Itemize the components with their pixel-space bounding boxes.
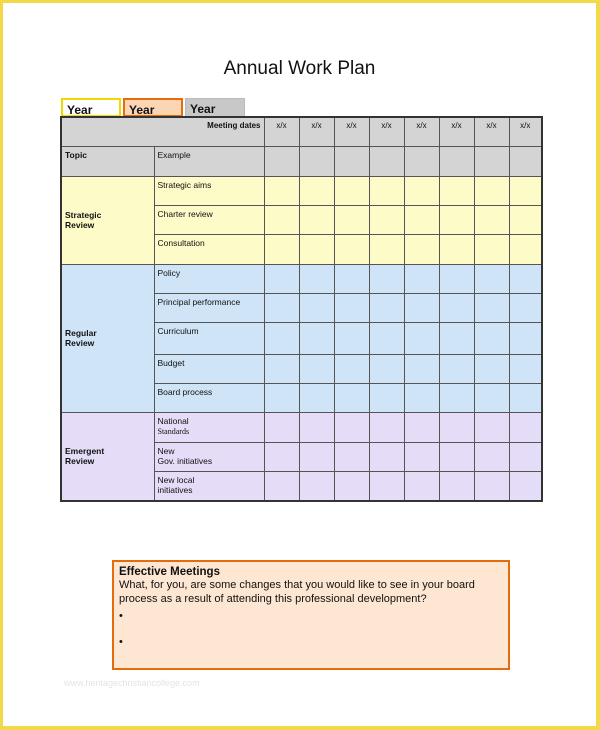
grid-cell[interactable]	[369, 293, 404, 322]
grid-cell[interactable]	[439, 234, 474, 264]
group-strategic-review: Strategic Review	[61, 176, 154, 264]
grid-cell[interactable]	[404, 176, 439, 205]
box-heading: Effective Meetings	[119, 566, 220, 578]
grid-cell[interactable]	[334, 264, 369, 293]
item-label: Principal performance	[154, 293, 264, 322]
grid-cell[interactable]	[474, 234, 509, 264]
grid-cell[interactable]	[404, 205, 439, 234]
group-emergent-review: Emergent Review	[61, 412, 154, 501]
work-plan-table	[60, 116, 543, 502]
grid-cell[interactable]	[439, 412, 474, 442]
date-cell: x/x	[264, 117, 299, 146]
header-row	[61, 117, 542, 146]
grid-cell[interactable]	[334, 146, 369, 176]
group-regular-review: Regular Review	[61, 264, 154, 412]
grid-cell[interactable]	[334, 412, 369, 442]
example-label: Example	[154, 146, 264, 176]
grid-cell[interactable]	[334, 176, 369, 205]
grid-cell[interactable]	[264, 234, 299, 264]
bullet-point[interactable]: •	[119, 610, 123, 622]
grid-cell[interactable]	[439, 354, 474, 383]
grid-cell[interactable]	[509, 442, 542, 471]
grid-cell[interactable]	[509, 234, 542, 264]
grid-cell[interactable]	[474, 205, 509, 234]
grid-cell[interactable]	[299, 442, 334, 471]
grid-cell[interactable]	[299, 146, 334, 176]
grid-cell[interactable]	[334, 293, 369, 322]
grid-cell[interactable]	[369, 471, 404, 501]
grid-cell[interactable]	[264, 293, 299, 322]
grid-cell[interactable]	[369, 412, 404, 442]
grid-cell[interactable]	[299, 354, 334, 383]
grid-cell[interactable]	[369, 146, 404, 176]
grid-cell[interactable]	[334, 205, 369, 234]
grid-cell[interactable]	[264, 322, 299, 354]
watermark-text: www.heritagechristiancollege.com	[64, 678, 200, 688]
grid-cell[interactable]	[264, 412, 299, 442]
grid-cell[interactable]	[334, 442, 369, 471]
date-cell: x/x	[439, 117, 474, 146]
grid-cell[interactable]	[509, 176, 542, 205]
table-row	[61, 264, 542, 293]
grid-cell[interactable]	[334, 234, 369, 264]
grid-cell[interactable]	[509, 322, 542, 354]
year-tab-3[interactable]: Year	[185, 98, 245, 117]
grid-cell[interactable]	[404, 383, 439, 412]
grid-cell[interactable]	[369, 322, 404, 354]
grid-cell[interactable]	[404, 293, 439, 322]
grid-cell[interactable]	[334, 471, 369, 501]
year-tab-2[interactable]: Year	[123, 98, 183, 117]
grid-cell[interactable]	[369, 264, 404, 293]
item-label: Strategic aims	[154, 176, 264, 205]
grid-cell[interactable]	[439, 322, 474, 354]
item-label: Policy	[154, 264, 264, 293]
date-cell: x/x	[474, 117, 509, 146]
grid-cell[interactable]	[299, 234, 334, 264]
date-cell: x/x	[404, 117, 439, 146]
item-label: National Standards	[154, 412, 264, 442]
grid-cell[interactable]	[404, 412, 439, 442]
meeting-dates-label: Meeting dates	[61, 117, 264, 146]
grid-cell[interactable]	[264, 442, 299, 471]
date-cell: x/x	[509, 117, 542, 146]
grid-cell[interactable]	[404, 322, 439, 354]
item-label: New local initiatives	[154, 471, 264, 501]
box-question: What, for you, are some changes that you would like to see in your board process as a result of attending this professional development?	[119, 579, 475, 605]
grid-cell[interactable]	[509, 412, 542, 442]
grid-cell[interactable]	[299, 383, 334, 412]
grid-cell[interactable]	[474, 354, 509, 383]
grid-cell[interactable]	[439, 205, 474, 234]
page-title: Annual Work Plan	[223, 58, 376, 79]
grid-cell[interactable]	[334, 354, 369, 383]
grid-cell[interactable]	[474, 176, 509, 205]
grid-cell[interactable]	[369, 176, 404, 205]
date-cell: x/x	[299, 117, 334, 146]
grid-cell[interactable]	[439, 176, 474, 205]
grid-cell[interactable]	[439, 146, 474, 176]
grid-cell[interactable]	[509, 205, 542, 234]
grid-cell[interactable]	[299, 322, 334, 354]
grid-cell[interactable]	[369, 442, 404, 471]
grid-cell[interactable]	[299, 412, 334, 442]
date-cell: x/x	[369, 117, 404, 146]
grid-cell[interactable]	[474, 264, 509, 293]
grid-cell[interactable]	[334, 322, 369, 354]
grid-cell[interactable]	[264, 471, 299, 501]
date-cell: x/x	[334, 117, 369, 146]
grid-cell[interactable]	[474, 412, 509, 442]
effective-meetings-box	[112, 560, 510, 670]
grid-cell[interactable]	[439, 293, 474, 322]
grid-cell[interactable]	[474, 293, 509, 322]
year-tab-1[interactable]: Year	[61, 98, 121, 117]
grid-cell[interactable]	[439, 471, 474, 501]
grid-cell[interactable]	[474, 146, 509, 176]
grid-cell[interactable]	[404, 354, 439, 383]
grid-cell[interactable]	[509, 354, 542, 383]
grid-cell[interactable]	[404, 234, 439, 264]
grid-cell[interactable]	[299, 293, 334, 322]
item-label: Consultation	[154, 234, 264, 264]
grid-cell[interactable]	[369, 205, 404, 234]
grid-cell[interactable]	[299, 205, 334, 234]
grid-cell[interactable]	[334, 383, 369, 412]
grid-cell[interactable]	[369, 354, 404, 383]
grid-cell[interactable]	[474, 442, 509, 471]
grid-cell[interactable]	[264, 146, 299, 176]
grid-cell[interactable]	[264, 205, 299, 234]
topic-row	[61, 146, 542, 176]
grid-cell[interactable]	[509, 264, 542, 293]
item-label: Budget	[154, 354, 264, 383]
grid-cell[interactable]	[509, 383, 542, 412]
table-row	[61, 176, 542, 205]
grid-cell[interactable]	[404, 264, 439, 293]
item-label: Board process	[154, 383, 264, 412]
item-label: Charter review	[154, 205, 264, 234]
grid-cell[interactable]	[369, 234, 404, 264]
grid-cell[interactable]	[369, 383, 404, 412]
grid-cell[interactable]	[439, 383, 474, 412]
grid-cell[interactable]	[509, 146, 542, 176]
grid-cell[interactable]	[404, 146, 439, 176]
table-row	[61, 412, 542, 442]
grid-cell[interactable]	[509, 293, 542, 322]
grid-cell[interactable]	[264, 264, 299, 293]
grid-cell[interactable]	[299, 264, 334, 293]
grid-cell[interactable]	[474, 322, 509, 354]
grid-cell[interactable]	[474, 471, 509, 501]
grid-cell[interactable]	[509, 471, 542, 501]
grid-cell[interactable]	[299, 471, 334, 501]
item-label: New Gov. initiatives	[154, 442, 264, 471]
grid-cell[interactable]	[439, 442, 474, 471]
grid-cell[interactable]	[264, 354, 299, 383]
grid-cell[interactable]	[264, 383, 299, 412]
grid-cell[interactable]	[404, 442, 439, 471]
grid-cell[interactable]	[439, 264, 474, 293]
grid-cell[interactable]	[299, 176, 334, 205]
grid-cell[interactable]	[404, 471, 439, 501]
grid-cell[interactable]	[474, 383, 509, 412]
item-label: Curriculum	[154, 322, 264, 354]
topic-label: Topic	[61, 146, 154, 176]
bullet-point[interactable]: •	[119, 636, 123, 648]
grid-cell[interactable]	[264, 176, 299, 205]
